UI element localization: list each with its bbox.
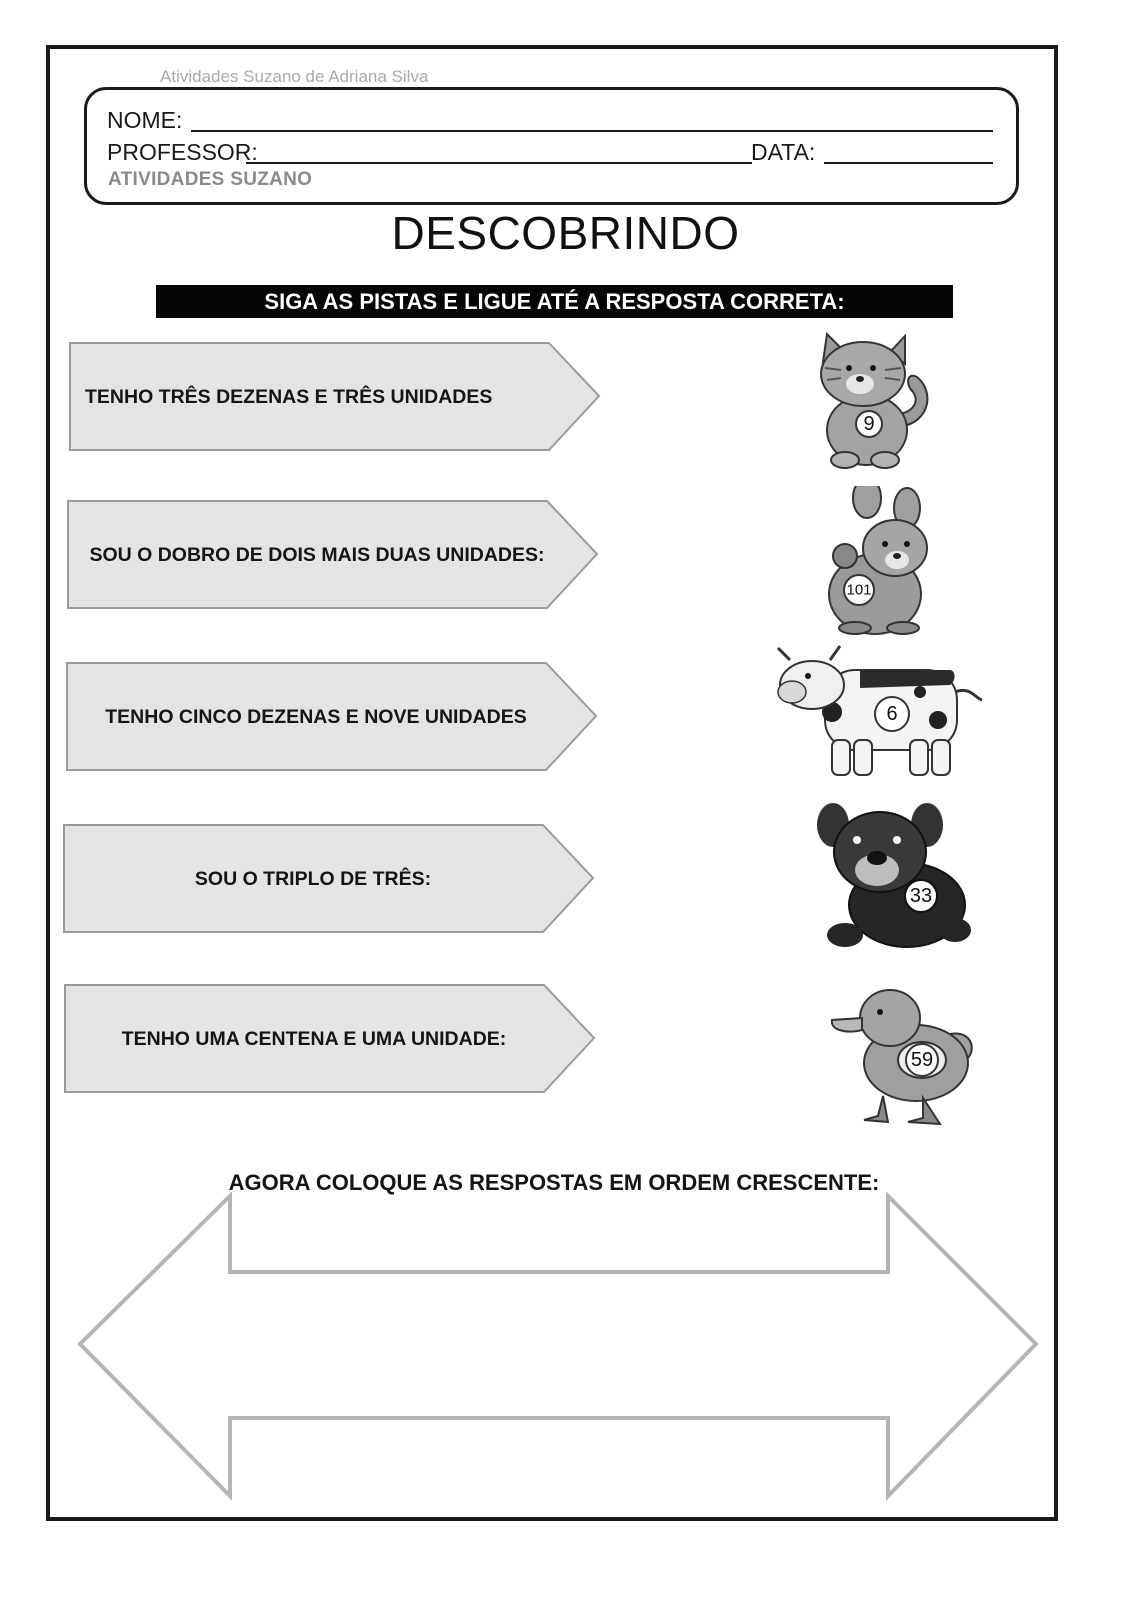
duck-icon[interactable]: [828, 988, 983, 1133]
animal-number: 6: [886, 703, 898, 725]
clue-arrow-3: [66, 662, 606, 772]
date-label: DATA:: [751, 139, 816, 165]
name-field: [107, 107, 182, 134]
instruction-banner: SIGA AS PISTAS E LIGUE ATÉ A RESPOSTA CORRETA:: [156, 285, 953, 318]
brand-label: ATIVIDADES SUZANO: [108, 169, 313, 190]
date-input-line[interactable]: [824, 162, 993, 164]
animal-number: 33: [909, 885, 933, 907]
teacher-label: PROFESSOR:: [107, 139, 258, 165]
page-title: DESCOBRINDO: [391, 207, 740, 259]
teacher-input-line[interactable]: [246, 162, 752, 164]
clue-arrow-2: [67, 500, 607, 610]
clue-text: TENHO CINCO DEZENAS E NOVE UNIDADES: [105, 705, 527, 728]
name-input-line[interactable]: [191, 130, 993, 132]
clue-arrow-4: [63, 824, 603, 934]
order-instruction: AGORA COLOQUE AS RESPOSTAS EM ORDEM CRESCENTE:: [228, 1170, 880, 1195]
clue-arrow-1: [69, 342, 609, 452]
animal-number: 101: [846, 581, 872, 599]
dog-icon[interactable]: [815, 800, 975, 955]
clue-text: TENHO UMA CENTENA E UMA UNIDADE:: [121, 1027, 507, 1050]
animal-number: 9: [863, 413, 875, 435]
watermark: Atividades Suzano de Adriana Silva: [160, 67, 429, 86]
animal-number: 59: [910, 1049, 934, 1071]
clue-arrow-5: [64, 984, 604, 1094]
clue-text: SOU O DOBRO DE DOIS MAIS DUAS UNIDADES:: [89, 543, 545, 566]
clue-text: SOU O TRIPLO DE TRÊS:: [194, 867, 432, 890]
cow-icon[interactable]: [770, 640, 985, 780]
name-label: NOME:: [107, 107, 183, 133]
cat-icon[interactable]: [805, 332, 940, 472]
answer-double-arrow[interactable]: [78, 1192, 1040, 1504]
teacher-field: [107, 139, 258, 166]
clue-text: TENHO TRÊS DEZENAS E TRÊS UNIDADES: [85, 385, 493, 408]
date-field: [751, 139, 815, 166]
rabbit-icon[interactable]: [825, 486, 935, 636]
student-info-box: [84, 87, 1019, 205]
